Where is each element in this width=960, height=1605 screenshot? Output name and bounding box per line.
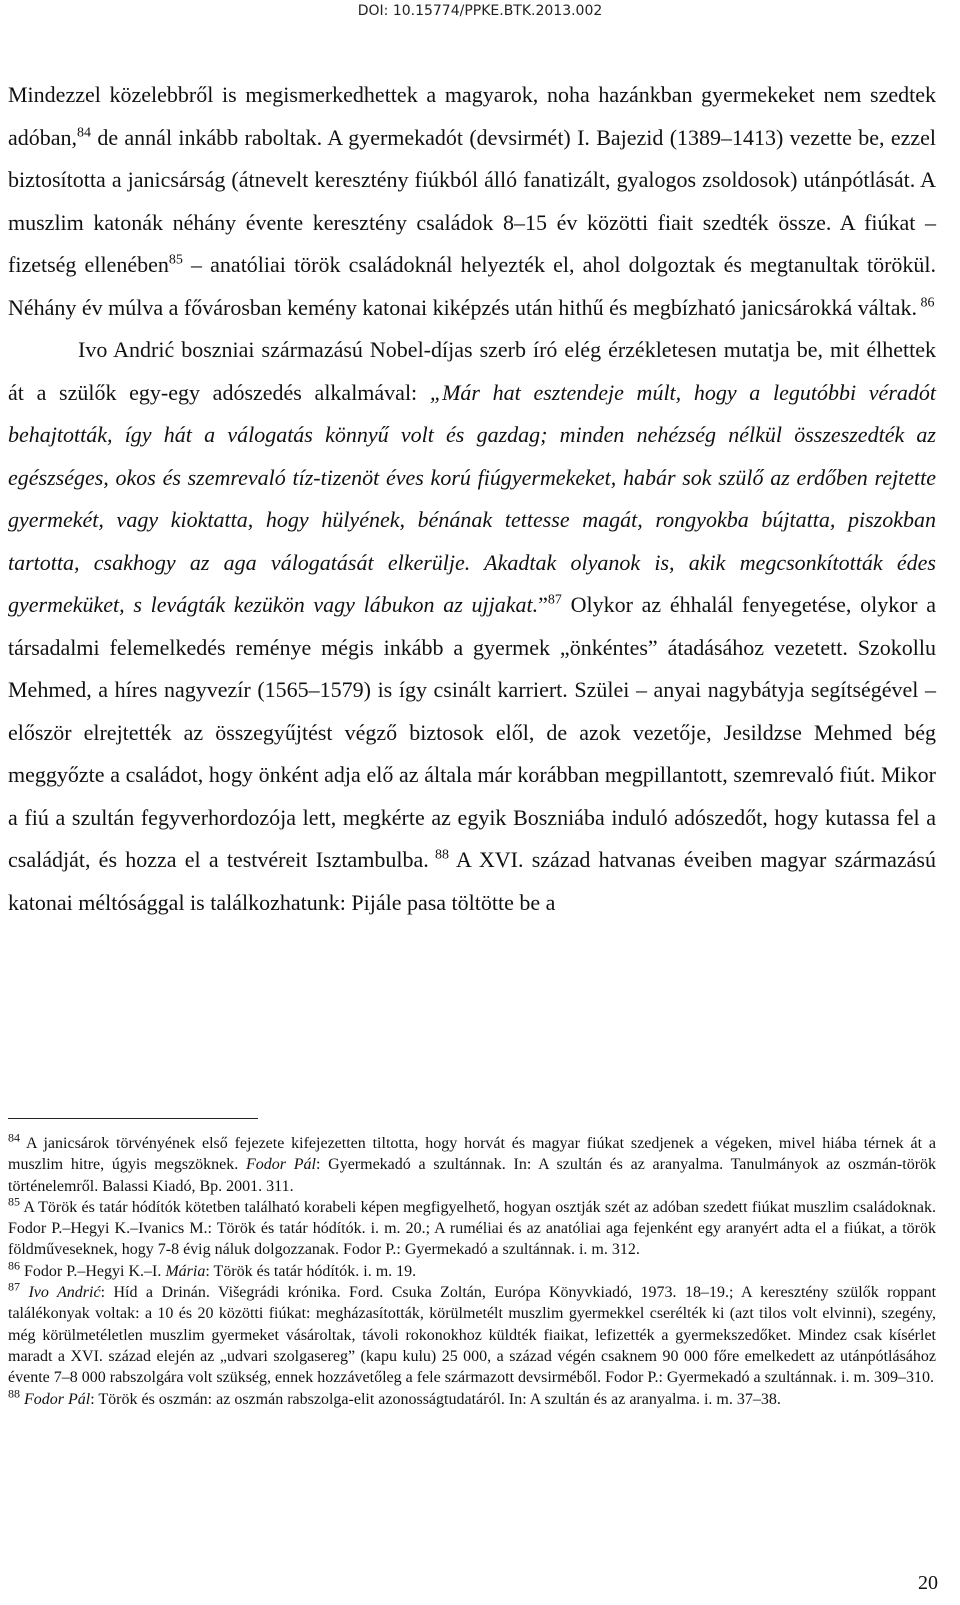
footnote-ref: 87 [8, 1279, 20, 1294]
footnote-ref: 85 [168, 252, 183, 268]
footnote-ref: 87 [547, 592, 562, 608]
text-run: : Török és tatár hódítók. i. m. 19. [205, 1262, 417, 1280]
footnote-ref: 86 [917, 295, 935, 311]
footnote [8, 1386, 936, 1410]
main-text [8, 74, 936, 924]
text-run: A XVI. század hatvanas éveiben magyar származású katonai méltósággal is találkozhatunk: Pijále pasa töltötte be a [8, 847, 936, 915]
footnote-ref: 84 [8, 1130, 20, 1145]
text-run: A janicsárok törvényének első fejezete kifejezetten tiltotta, hogy horvát és magyar fiúkat szedjenek a végeken, mivel hiába térnek át a muszlim hitre, úgyis megszöknek. [8, 1135, 936, 1174]
text-run: Fodor P.–Hegyi K.–I. [20, 1262, 166, 1280]
footnote [8, 1258, 936, 1282]
text-run: ” [538, 592, 548, 617]
page-number: 20 [918, 1572, 938, 1594]
text-run: Fodor Pál [24, 1390, 91, 1408]
text-run: – anatóliai török családoknál helyezték el, ahol dolgoztak és megtanultak törökül. Néhány év múlva a fővárosban kemény katonai kiképzés után hithű és megbízható janicsárokká váltak. [8, 252, 937, 320]
paragraph [8, 329, 936, 924]
footnote [8, 1130, 937, 1197]
text-run: Mária [165, 1262, 206, 1280]
text-run: Mindezzel közelebbről is megismerkedhettek a magyarok, noha hazánkban gyermekeket nem szedtek adóban, [8, 82, 936, 150]
text-run: Fodor Pál [246, 1156, 316, 1174]
text-run: de annál inkább raboltak. A gyermekadót (devsirmét) I. Bajezid (1389–1413) vezette be, ezzel biztosította a janicsárság (átnevelt keresztény fiúkból álló fanatizált, gyalogos zsoldosok) utánpótlását. A muszlim katonák néhány évente keresztény családok 8–15 év közötti fiait szedték össze. A fiúkat – fizetség ellenében [8, 124, 936, 277]
text-run: Ivo Andrić boszniai származású Nobel-díjas szerb író elég érzékletesen mutatja be, mit élhettek át a szülők egy-egy adószedés alkalmával: [8, 337, 936, 405]
text-run: A Török és tatár hódítók kötetben található korabeli képen megfigyelhető, hogyan osztják szét az adóban szedett fiúkat muszlim családoknak. Fodor P.–Hegyi K.–Ivanics M.: Török és tatár hódítók. i. m. 20.; A ruméliai és az anatóliai aga fejenként egy aranyért adta el a fiúkat, a török földműveseknek, hogy 7-8 évig náluk dolgozzanak. Fodor P.: Gyermekadó a szultánnak. i. m. 312. [8, 1198, 936, 1259]
footnote-separator [8, 1118, 258, 1119]
paragraph [8, 74, 936, 329]
footnote-ref: 88 [428, 847, 449, 863]
text-run: Ivo Andrić [28, 1284, 101, 1302]
text-run: : Gyermekadó a szultánnak. In: A szultán és az aranyalma. Tanulmányok az oszmán-török történelemről. Balassi Kiadó, Bp. 2001. 311. [8, 1156, 937, 1195]
text-run: Olykor az éhhalál fenyegetése, olykor a társadalmi felemelkedés reménye mégis inkább a gyermek „önkéntes” átadásához vezetett. Szokollu Mehmed, a híres nagyvezír (1565–1579) is így csinált karriert. Szülei – anyai nagybátyja segítségével – először elrejtették az összegyűjtést végző biztosok elől, de azok vezetője, Jesildzse Mehmed bég meggyőzte a családot, hogy önként adja elő az általa már korábban megpillantott, szemrevaló fiút. Mikor a fiú a szultán fegyverhordozója lett, megkérte az egyik Boszniába induló adószedőt, hogy kutassa fel a családját, és hozza el a testvéreit Isztambulba. [8, 592, 936, 872]
footnote-ref: 88 [8, 1386, 20, 1401]
text-run: „Már hat esztendeje múlt, hogy a legutóbbi véradót behajtották, így hát a válogatás könnyű volt és gazdag; minden nehézség nélkül összeszedték az egészséges, okos és szemrevaló tíz-tizenöt éves korú fiúgyermekeket, habár sok szülő az erdőben rejtette gyermekét, vagy kioktatta, hogy hülyének, bénának tettesse magát, rongyokba bújtatta, piszokban tartotta, csakhogy az aga válogatását elkerülje. Akadtak olyanok is, akik megcsonkították édes gyermeküket, s levágták kezükön vagy lábukon az ujjakat. [8, 379, 936, 617]
footnote [8, 1194, 936, 1261]
footnotes [8, 1130, 937, 1410]
text-run: : Híd a Drinán. Višegrádi krónika. Ford. Csuka Zoltán, Európa Könyvkiadó, 1973. 18–19.; A keresztény szülők roppant találékonyak voltak: a 10 és 20 közötti fiúkat: megházasították, körülmetélt muszlim gyermekkel cserélték ki (azt tilos volt elvinni), szegény, még körülmetéletlen muszlim gyermeket vásároltak, távoli rokonokhoz küldték fiaikat, lefizették a gyermekszedőket. Mindez csak kísérlet maradt a XVI. század elején az „udvari szolgasereg” (kapu kulu) 25 000, a század végén csaknem 90 000 főre emelkedett az utánpótlásához évente 7–8 000 rabszolgára volt szükség, ennek hozzávetőleg a fele származott devsirméből. Fodor P.: Gyermekadó a szultánnak. i. m. 309–310. [8, 1284, 937, 1387]
footnote-ref: 84 [77, 125, 92, 141]
footnote-ref: 85 [8, 1194, 20, 1209]
footnote-ref: 86 [8, 1258, 20, 1273]
footnote [8, 1279, 937, 1388]
text-run: : Török és oszmán: az oszmán rabszolga-elit azonosságtudatáról. In: A szultán és az aranyalma. i. m. 37–38. [90, 1390, 781, 1408]
doi-header: DOI: 10.15774/PPKE.BTK.2013.002 [357, 3, 603, 19]
